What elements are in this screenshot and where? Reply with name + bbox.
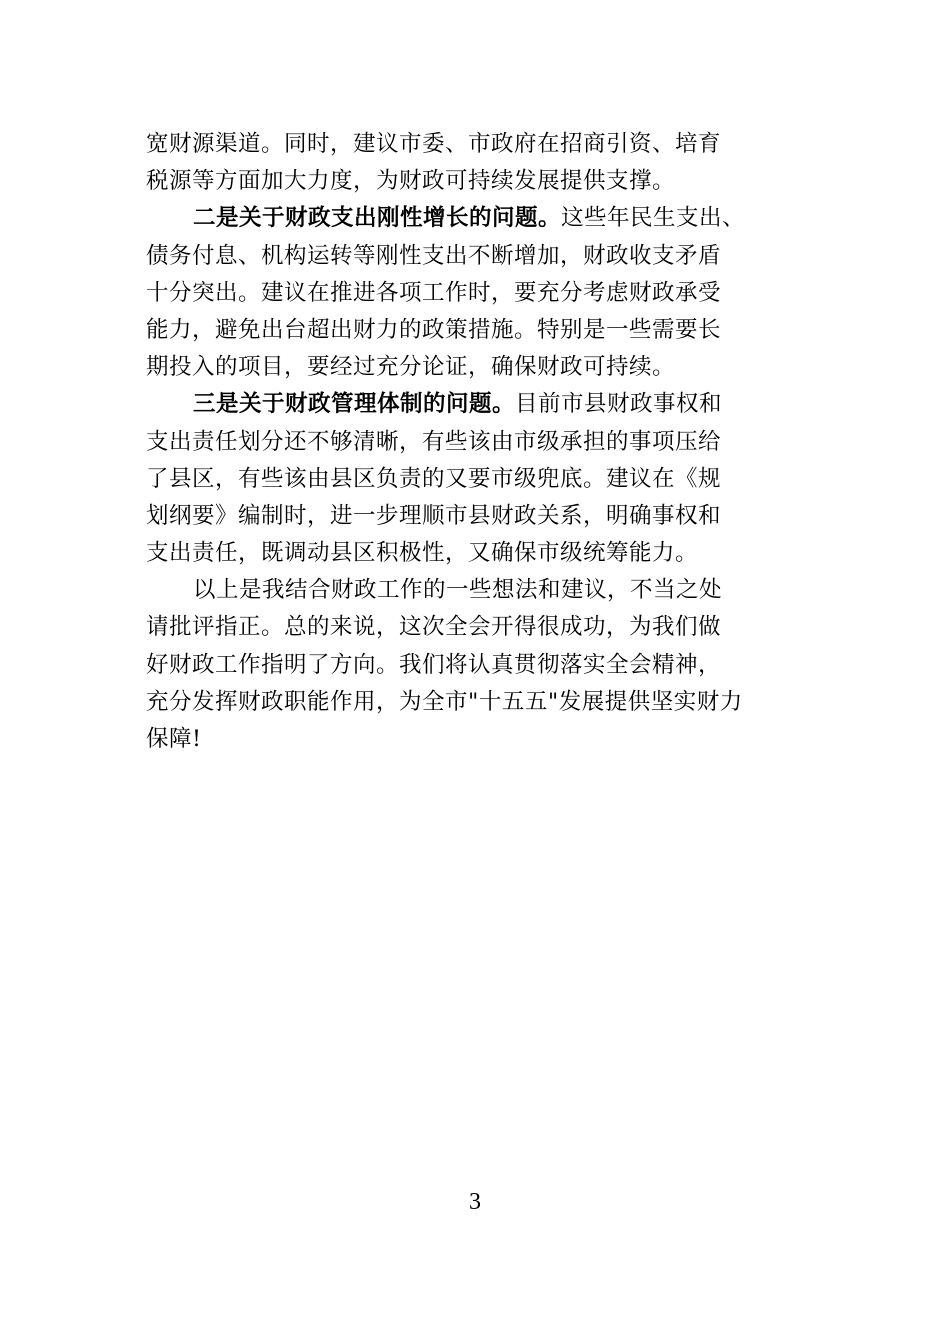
text-line (146, 498, 806, 535)
paragraph-closing (146, 572, 806, 758)
paragraph-heading: 二是关于财政支出刚性增长的问题。 (193, 205, 562, 232)
text-line (146, 312, 806, 349)
line-text: 充分发挥财政职能作用，为全市"十五五"发展提供坚实财力 (146, 688, 743, 715)
line-text: 请批评指正。总的来说，这次全会开得很成功，为我们做 (146, 614, 722, 641)
line-text: 以上是我结合财政工作的一些想法和建议，不当之处 (193, 577, 723, 604)
line-text: 税源等方面加大力度，为财政可持续发展提供支撑。 (146, 168, 676, 195)
text-line (146, 684, 806, 721)
line-text: 能力，避免出台超出财力的政策措施。特别是一些需要长 (146, 316, 722, 343)
text-line (146, 200, 806, 237)
document-body (146, 126, 806, 758)
paragraph-continuation (146, 126, 806, 200)
text-line (146, 609, 806, 646)
text-line (146, 275, 806, 312)
text-line (146, 572, 806, 609)
paragraph-heading: 三是关于财政管理体制的问题。 (193, 391, 516, 418)
line-text: 保障! (146, 726, 202, 752)
line-text: 了县区，有些该由县区负责的又要市级兜底。建议在《规 (146, 465, 722, 492)
line-text: 期投入的项目，要经过充分论证，确保财政可持续。 (146, 354, 676, 381)
text-line (146, 424, 806, 461)
line-text: 宽财源渠道。同时，建议市委、市政府在招商引资、培育 (146, 131, 722, 157)
text-line (146, 349, 806, 386)
text-line (146, 126, 806, 163)
text-line (146, 647, 806, 684)
line-text: 十分突出。建议在推进各项工作时，要充分考虑财政承受 (146, 279, 722, 306)
line-text: 划纲要》编制时，进一步理顺市县财政关系，明确事权和 (146, 502, 722, 529)
text-line (146, 461, 806, 498)
line-text: 好财政工作指明了方向。我们将认真贯彻落实全会精神， (146, 651, 722, 678)
page-number: 3 (469, 1189, 481, 1215)
text-line (146, 163, 806, 200)
paragraph-management-system (146, 386, 806, 572)
line-text: 支出责任，既调动县区积极性，又确保市级统筹能力。 (146, 540, 699, 567)
line-text: 目前市县财政事权和 (515, 391, 723, 418)
line-text: 支出责任划分还不够清晰，有些该由市级承担的事项压给 (146, 428, 722, 455)
line-text: 债务付息、机构运转等刚性支出不断增加，财政收支矛盾 (146, 242, 722, 269)
text-line (146, 386, 806, 423)
text-line (146, 721, 806, 758)
text-line (146, 238, 806, 275)
text-line (146, 535, 806, 572)
line-text: 这些年民生支出、 (561, 205, 746, 232)
paragraph-rigid-spending (146, 200, 806, 386)
